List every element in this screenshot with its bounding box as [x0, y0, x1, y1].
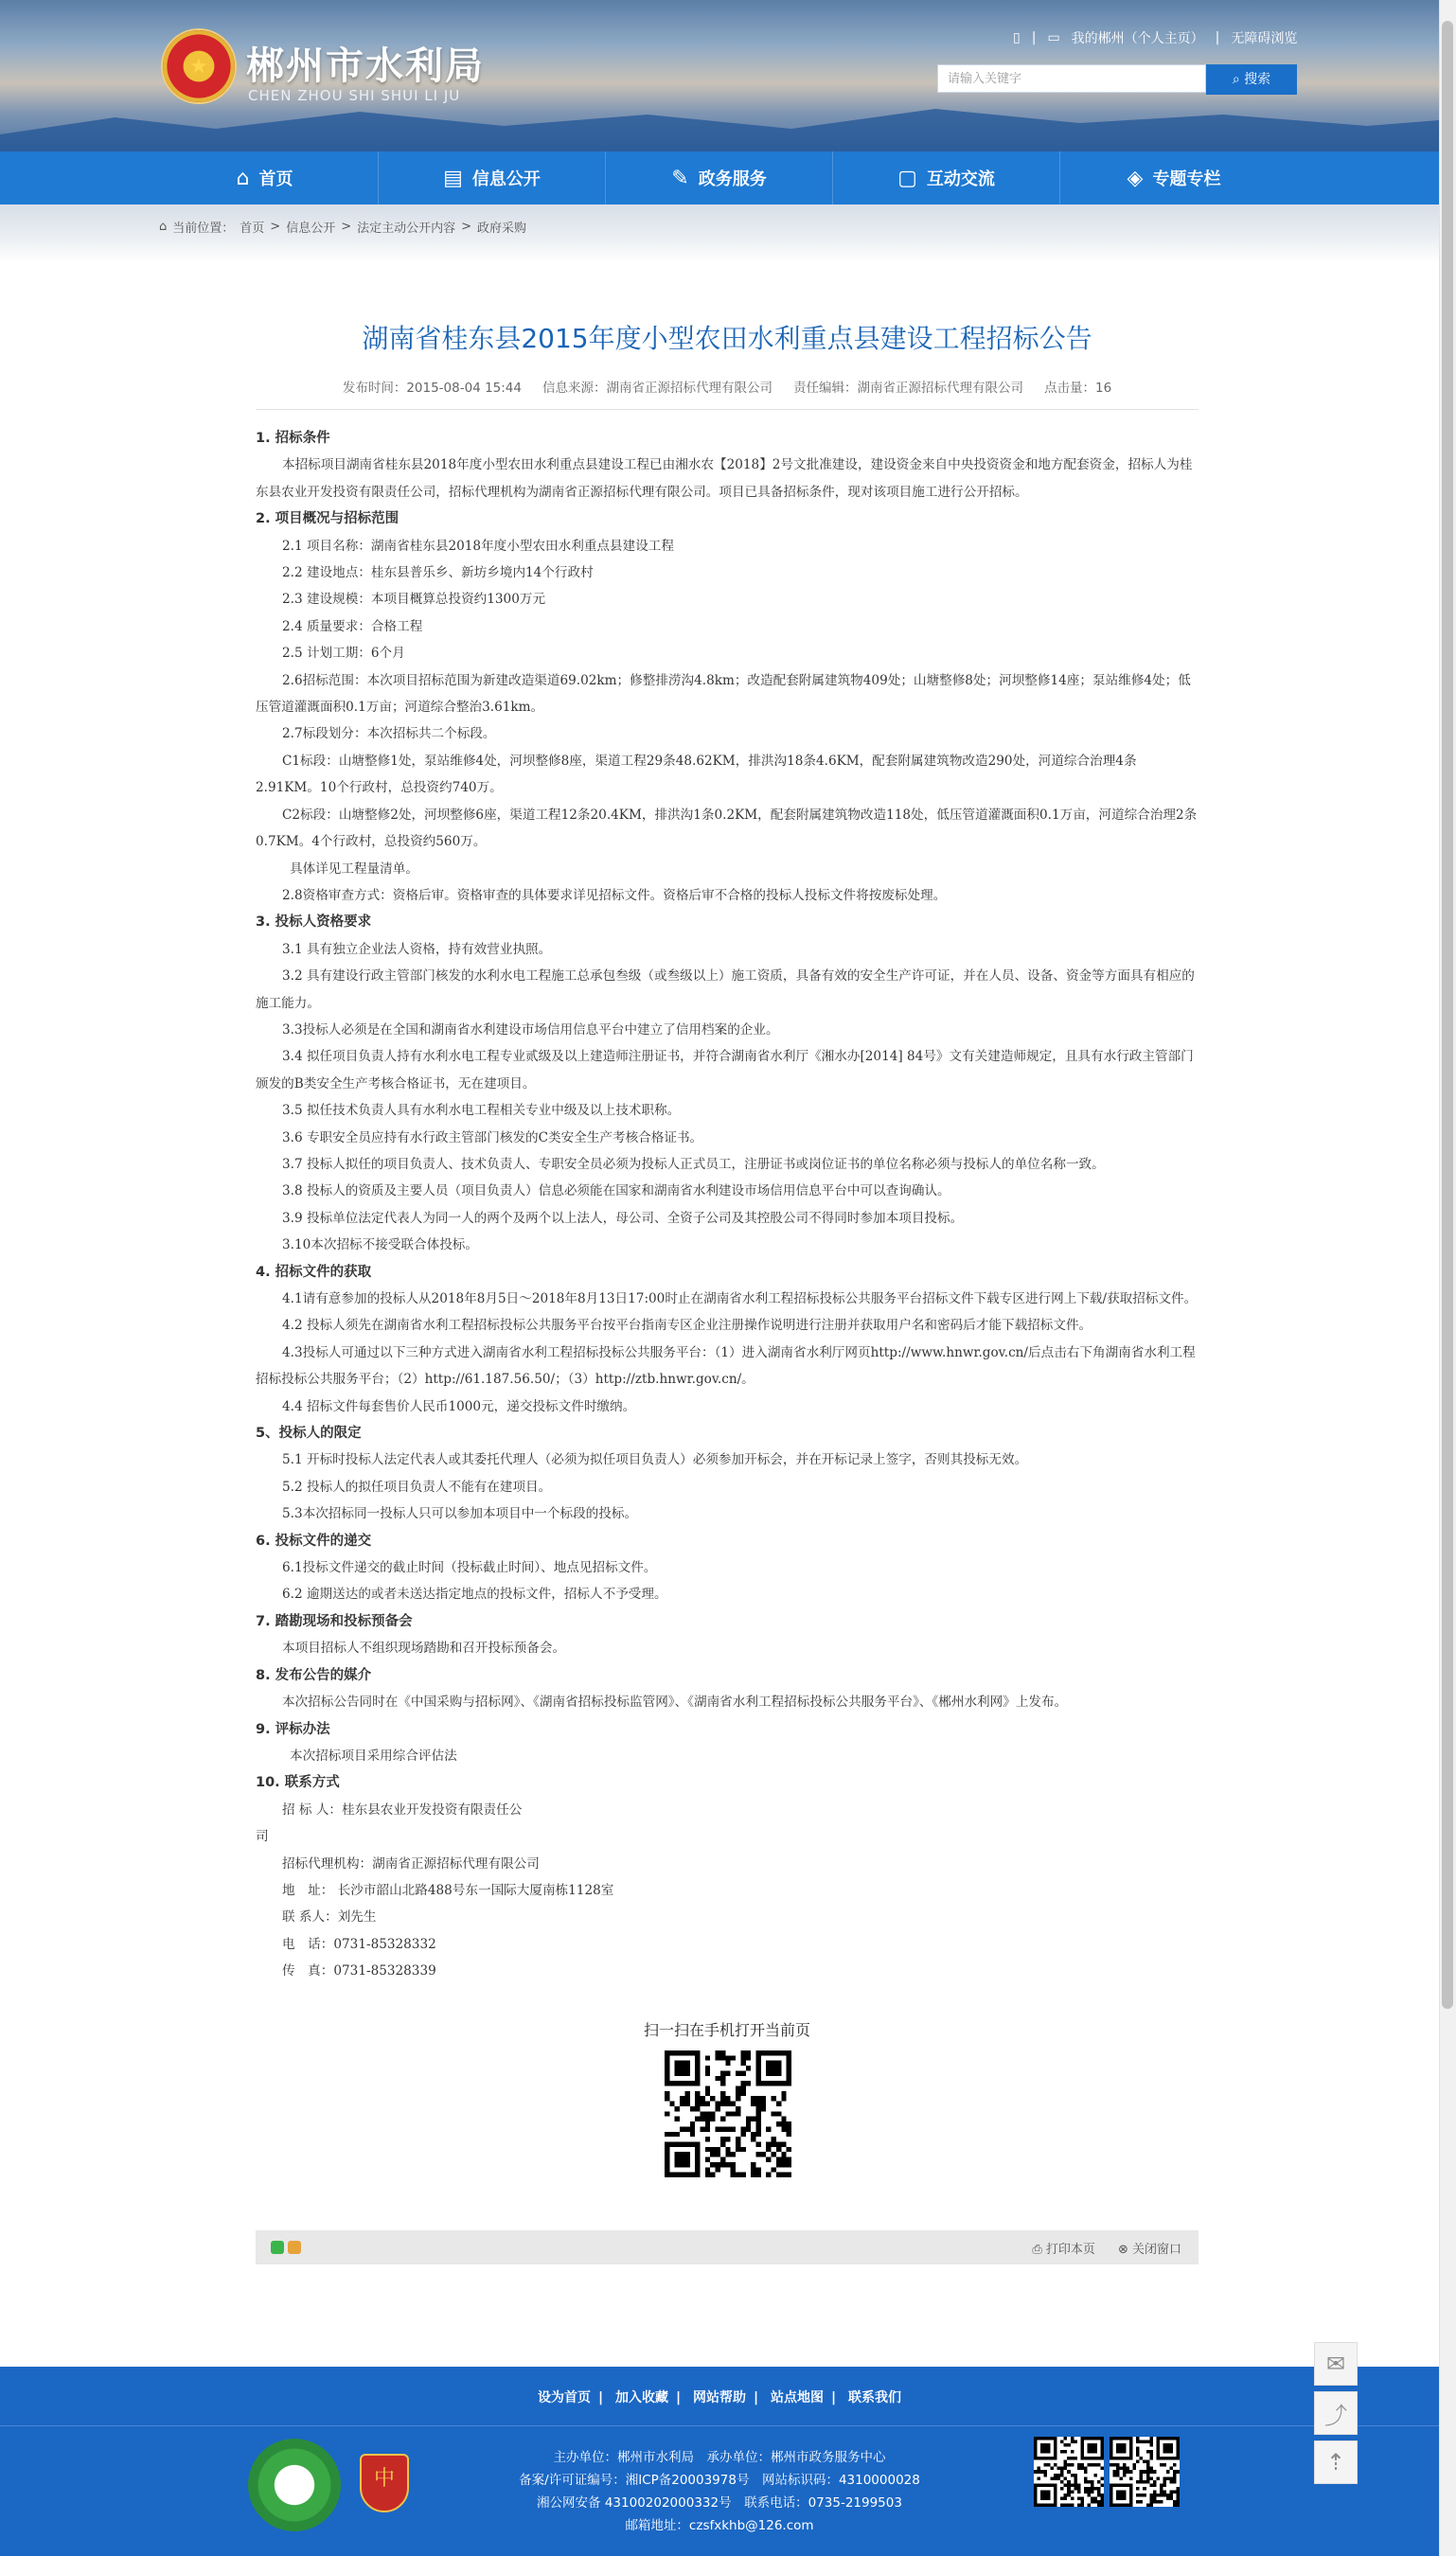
- article-paragraph: 2.7标段划分：本次招标共二个标段。: [282, 726, 496, 742]
- section-heading: 4. 招标文件的获取: [256, 1264, 372, 1280]
- search-button[interactable]: [1206, 64, 1297, 95]
- article-paragraph: 5.2 投标人的拟任项目负责人不能有在建项目。: [282, 1479, 552, 1495]
- article-paragraph: 2.6招标范围：本次项目招标范围为新建改造渠道69.02km；修整排涝沟4.8km；改造配套附属建筑物409处；山塘整修8处；河坝整修14座；泵站维修4处；低压管道灌溉面积0.1万亩；河道综合整治3.61km。: [256, 672, 1191, 716]
- footer-link-favorite[interactable]: 加入收藏: [615, 2390, 668, 2405]
- footer-links: 设为首页 | 加入收藏 | 网站帮助 | 站点地图 | 联系我们: [538, 2390, 901, 2405]
- top-link-accessible[interactable]: 无障碍浏览: [1231, 31, 1298, 46]
- article-paragraph: 3.4 拟任项目负责人持有水利水电工程专业贰级及以上建造师注册证书，并符合湖南省水利厅《湘水办[2014] 84号》文有关建造师规定，且具有水行政主管部门颁发的B类安全生产考核合格证书，无在建项目。: [256, 1049, 1194, 1092]
- article-paragraph: 司: [256, 1829, 269, 1845]
- print-button[interactable]: ⎙ 打印本页: [1032, 2242, 1095, 2257]
- qr-title: 扫一扫在手机打开当前页: [643, 2021, 810, 2039]
- back-to-top-icon[interactable]: ⇡: [1314, 2441, 1358, 2484]
- footer-divider: [0, 2425, 1439, 2426]
- footer-link-sitemap[interactable]: 站点地图: [771, 2390, 824, 2405]
- section-heading: 10. 联系方式: [256, 1775, 340, 1791]
- article-paragraph: 3.8 投标人的资质及主要人员（项目负责人）信息必须能在国家和湖南省水利建设市场信用信息平台中可以查询确认。: [282, 1183, 950, 1199]
- article-paragraph: 本次招标公告同时在《中国采购与招标网》、《湖南省招标投标监管网》、《湖南省水利工程招标投标公共服务平台》、《郴州水利网》上发布。: [282, 1695, 1068, 1711]
- close-window-button[interactable]: ⊗ 关闭窗口: [1117, 2242, 1181, 2257]
- section-heading: 5、投标人的限定: [256, 1426, 362, 1442]
- article-paragraph: 4.1请有意参加的投标人从2018年8月5日～2018年8月13日17:00时止在湖南省水利工程招标投标公共服务平台招标文件下载专区进行网上下载/获取招标文件。: [282, 1291, 1198, 1306]
- nav-item-service[interactable]: [606, 151, 833, 204]
- top-link-personal[interactable]: 我的郴州（个人主页）: [1071, 31, 1204, 46]
- article-body: [256, 425, 1199, 1985]
- article-paragraph: 3.6 专职安全员应持有水行政主管部门核发的C类安全生产考核合格证书。: [282, 1129, 703, 1145]
- nav-item-label: 互动交流: [926, 169, 995, 189]
- article-paragraph: 6.1投标文件递交的截止时间（投标截止时间）、地点见招标文件。: [282, 1560, 657, 1576]
- home-icon: ⌂: [159, 220, 168, 234]
- monitor-icon: ▭: [1047, 30, 1060, 45]
- nav-item-info[interactable]: [379, 151, 606, 204]
- section-heading: 8. 发布公告的媒介: [256, 1667, 372, 1683]
- article-paragraph: 5.1 开标时投标人法定代表人或其委托代理人（必须为拟任项目负责人）必须参加开标会，并在开标记录上签字，否则其投标无效。: [282, 1452, 1028, 1468]
- article-paragraph: 2.1 项目名称：湖南省桂东县2018年度小型农田水利重点县建设工程: [282, 538, 674, 554]
- footer-info: [417, 2446, 1022, 2537]
- breadcrumb-prefix: 当前位置：: [172, 222, 235, 236]
- header-mountain-bg: [0, 95, 1439, 151]
- printer-icon: ⎙: [1032, 2242, 1042, 2257]
- page-tools: [1032, 2239, 1181, 2257]
- nav-item-interact[interactable]: [833, 151, 1060, 204]
- article-paragraph: 3.3投标人必须是在全国和湖南省水利建设市场信用信息平台中建立了信用档案的企业。: [282, 1021, 779, 1038]
- main-nav: [0, 151, 1439, 204]
- footer-link-help[interactable]: 网站帮助: [693, 2390, 746, 2405]
- footer-email: 邮箱地址：czsfxkhb@126.com: [625, 2518, 814, 2533]
- wechat-share-icon[interactable]: [271, 2241, 284, 2254]
- article-paragraph: 3.2 具有建设行政主管部门核发的水利水电工程施工总承包叁级（或叁级以上）施工资质，具备有效的安全生产许可证，并在人员、设备、资金等方面具有相应的施工能力。: [256, 968, 1195, 1011]
- article-paragraph: 本项目招标人不组织现场踏勘和召开投标预备会。: [282, 1641, 566, 1657]
- section-heading: 7. 踏勘现场和投标预备会: [256, 1613, 413, 1629]
- site-logo-subtitle: CHEN ZHOU SHI SHUI LI JU: [248, 87, 461, 104]
- nav-item-label: 首页: [258, 169, 293, 189]
- publish-time: 发布时间：2015-08-04 15:44: [342, 381, 522, 396]
- article-paragraph: 2.8资格审查方式：资格后审。资格审查的具体要求详见招标文件。资格后审不合格的投标人投标文件将按废标处理。: [282, 887, 947, 903]
- site-logo-title[interactable]: 郴州市水利局: [246, 44, 485, 88]
- scrollbar-thumb[interactable]: [1442, 21, 1453, 2009]
- document-icon: ▤: [443, 166, 463, 190]
- footer-link-sethome[interactable]: 设为首页: [538, 2390, 591, 2405]
- section-heading: 6. 投标文件的递交: [256, 1533, 372, 1549]
- article-paragraph: 联 系人：刘先生: [282, 1909, 377, 1926]
- footer-qr-code: [1034, 2437, 1104, 2507]
- article-meta: [256, 377, 1199, 410]
- civilized-city-badge-icon[interactable]: [248, 2439, 341, 2531]
- article-paragraph: 4.2 投标人须先在湖南省水利工程招标投标公共服务平台按平台指南专区企业注册操作说明进行注册并获取用户名和密码后才能下载招标文件。: [282, 1318, 1092, 1334]
- breadcrumb-item-home[interactable]: 首页: [240, 222, 265, 236]
- breadcrumb-item-public[interactable]: 法定主动公开内容: [357, 222, 456, 236]
- article: [256, 284, 1199, 1985]
- edit-icon: ✎: [671, 166, 689, 190]
- layers-icon: ◈: [1127, 166, 1144, 190]
- article-paragraph: C2标段：山塘整修2处，河坝整修6座，渠道工程12条20.4KM，排洪沟1条0.2KM，配套附属建筑物改造118处，低压管道灌溉面积0.1万亩，河道综合治理2条0.7KM。4个行政村，总投资约560万。: [256, 807, 1198, 850]
- nav-item-label: 政务服务: [698, 169, 767, 189]
- article-paragraph: 本次招标项目采用综合评估法: [290, 1748, 457, 1764]
- search-input[interactable]: 请输入关键字: [937, 64, 1206, 93]
- mobile-icon[interactable]: ▯: [1013, 30, 1021, 45]
- article-paragraph: 3.5 拟任技术负责人具有水利水电工程相关专业中级及以上技术职称。: [282, 1103, 681, 1119]
- footer-qr-code: [1110, 2437, 1180, 2507]
- top-links: ▯ | ▭ 我的郴州（个人主页） | 无障碍浏览: [1013, 30, 1298, 46]
- article-paragraph: 3.1 具有独立企业法人资格，持有效营业执照。: [282, 941, 552, 957]
- article-paragraph: 3.7 投标人拟任的项目负责人、技术负责人、专职安全员必须为投标人正式员工，注册证书或岗位证书的单位名称必须与投标人的单位名称一致。: [282, 1156, 1105, 1172]
- info-source: 信息来源：湖南省正源招标代理有限公司: [542, 381, 772, 396]
- share-icons: [271, 2241, 301, 2254]
- search-box: [937, 64, 1297, 95]
- section-heading: 2. 项目概况与招标范围: [256, 511, 400, 527]
- party-government-badge-icon[interactable]: 中: [360, 2454, 409, 2512]
- article-paragraph: 3.9 投标单位法定代表人为同一人的两个及两个以上法人，母公司、全资子公司及其控股公司不得同时参加本项目投标。: [282, 1210, 964, 1226]
- article-paragraph: 地 址： 长沙市韶山北路488号东一国际大厦南栋1128室: [282, 1882, 614, 1898]
- qr-code: [665, 2050, 791, 2177]
- home-icon: ⌂: [236, 166, 250, 190]
- breadcrumb-item-info[interactable]: 信息公开: [286, 222, 336, 236]
- share-float-icon[interactable]: ⤴: [1314, 2391, 1358, 2435]
- section-heading: 9. 评标办法: [256, 1721, 330, 1737]
- article-paragraph: 本招标项目湖南省桂东县2018年度小型农田水利重点县建设工程已由湘水农【2018】2号文批准建设，建设资金来自中央投资资金和地方配套资金，招标人为桂东县农业开发投资有限责任公司，招标代理机构为湖南省正源招标代理有限公司。项目已具备招标条件，现对该项目施工进行公开招标。: [256, 457, 1193, 500]
- article-paragraph: 传 真：0731-85328339: [282, 1963, 436, 1979]
- article-paragraph: 3.10本次招标不接受联合体投标。: [282, 1237, 478, 1253]
- search-button-label: 搜索: [1244, 72, 1271, 87]
- wechat-float-icon[interactable]: ✉: [1314, 2342, 1358, 2386]
- nav-item-home[interactable]: [151, 151, 379, 204]
- nav-item-label: 专题专栏: [1152, 169, 1221, 189]
- article-paragraph: 招标代理机构：湖南省正源招标代理有限公司: [282, 1855, 540, 1872]
- footer-police: 湘公网安备 43100202000332号 联系电话：0735-2199503: [537, 2495, 902, 2511]
- article-paragraph: 4.4 招标文件每套售价人民币1000元，递交投标文件时缴纳。: [282, 1398, 636, 1414]
- article-paragraph: 2.5 计划工期：6个月: [282, 646, 405, 662]
- editor: 责任编辑：湖南省正源招标代理有限公司: [792, 381, 1023, 396]
- site-footer: [0, 2367, 1439, 2556]
- article-title: 湖南省桂东县2015年度小型农田水利重点县建设工程招标公告: [362, 323, 1092, 354]
- article-paragraph: 5.3本次招标同一投标人只可以参加本项目中一个标段的投标。: [282, 1506, 638, 1522]
- article-paragraph: 电 话：0731-85328332: [282, 1936, 436, 1952]
- chat-icon: ▢: [897, 166, 917, 190]
- article-paragraph: 2.2 建设地点：桂东县普乐乡、新坊乡境内14个行政村: [282, 565, 594, 581]
- nav-item-topics[interactable]: [1060, 151, 1287, 204]
- nav-item-label: 信息公开: [471, 169, 541, 189]
- section-heading: 3. 投标人资格要求: [256, 914, 372, 931]
- article-paragraph: 2.4 质量要求：合格工程: [282, 618, 423, 634]
- footer-sponsor: 主办单位：郴州市水利局 承办单位：郴州市政务服务中心: [553, 2450, 886, 2465]
- national-emblem-icon[interactable]: ★: [163, 30, 235, 102]
- section-heading: 1. 招标条件: [256, 431, 330, 446]
- search-icon: ⌕: [1232, 72, 1240, 87]
- footer-icp: 备案/许可证编号：湘ICP备20003978号 网站标识码：4310000028: [519, 2473, 920, 2488]
- click-count: 点击量：16: [1043, 381, 1112, 396]
- weibo-share-icon[interactable]: [288, 2241, 301, 2254]
- article-paragraph: 招 标 人：桂东县农业开发投资有限责任公: [282, 1802, 523, 1818]
- footer-link-contact[interactable]: 联系我们: [848, 2390, 901, 2405]
- close-icon: ⊗: [1117, 2242, 1128, 2257]
- article-paragraph: 6.2 逾期送达的或者未送达指定地点的投标文件，招标人不予受理。: [282, 1587, 667, 1603]
- breadcrumb: ⌂ 当前位置： 首页 > 信息公开 > 法定主动公开内容 > 政府采购: [159, 220, 527, 236]
- article-paragraph: 4.3投标人可通过以下三种方式进入湖南省水利工程招标投标公共服务平台：（1）进入湖南省水利厅网页http://www.hnwr.gov.cn/后点击右下角湖南省水利工程招标投标公共服务平台；（2）http://61.187.56.50/；（3）http://ztb.hnwr.gov.cn/。: [256, 1344, 1196, 1388]
- article-paragraph: 具体详见工程量清单。: [290, 861, 418, 877]
- article-paragraph: 2.3 建设规模：本项目概算总投资约1300万元: [282, 592, 546, 608]
- article-paragraph: C1标段：山塘整修1处，泵站维修4处，河坝整修8座，渠道工程29条48.62KM，排洪沟18条4.6KM，配套附属建筑物改造290处，河道综合治理4条2.91KM。10个行政村，总投资约740万。: [256, 753, 1137, 796]
- share-bar: [256, 2230, 1199, 2264]
- breadcrumb-item-procurement[interactable]: 政府采购: [477, 222, 527, 236]
